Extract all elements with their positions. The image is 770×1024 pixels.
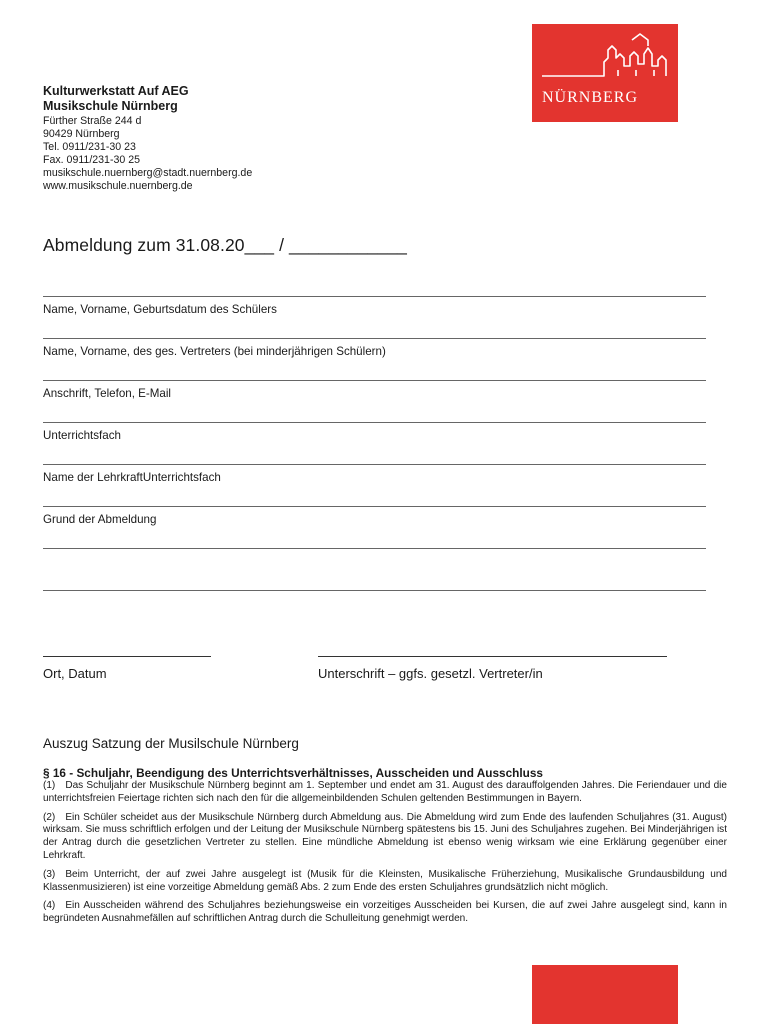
place-date-line[interactable] <box>43 656 211 657</box>
entry-line[interactable] <box>43 548 706 549</box>
entry-line[interactable] <box>43 464 706 465</box>
footer-brand-block <box>532 965 678 1024</box>
field-label: Anschrift, Telefon, E-Mail <box>43 387 172 400</box>
guardian-name-field[interactable] <box>43 338 706 358</box>
entry-line[interactable] <box>43 338 706 339</box>
street-address: Fürther Straße 244 d <box>43 115 142 127</box>
statute-paragraphs <box>43 780 727 932</box>
entry-line[interactable] <box>43 506 706 507</box>
form-title: Abmeldung zum 31.08.20___ / ____________ <box>43 235 408 255</box>
entry-line[interactable] <box>43 590 706 591</box>
reason-field[interactable] <box>43 506 706 526</box>
org-name-line2: Musikschule Nürnberg <box>43 99 178 113</box>
paragraph-1: (1) Das Schuljahr der Musikschule Nürnberg beginnt am 1. September und endet am 31. August des darauffolgenden Jahres. Die Feriendauer und die unterrichtsfreien Feiertage richten sich nach den für die allgemeinbildenden Schulen geltenden Bestimmungen in Bayern. <box>43 780 727 804</box>
section-title: § 16 - Schuljahr, Beendigung des Unterrichtsverhältnisses, Ausscheiden und Ausschluss <box>43 766 543 780</box>
field-label: Unterrichtsfach <box>43 429 121 442</box>
field-label: Name, Vorname, des ges. Vertreters (bei minderjährigen Schülern) <box>43 345 386 358</box>
signature-line[interactable] <box>318 656 667 657</box>
teacher-name-field[interactable] <box>43 464 706 484</box>
email-address: musikschule.nuernberg@stadt.nuernberg.de <box>43 167 253 179</box>
sender-block <box>43 84 423 193</box>
subject-field[interactable] <box>43 422 706 442</box>
excerpt-title: Auszug Satzung der Musilschule Nürnberg <box>43 736 299 751</box>
logo-text: NÜRNBERG <box>542 89 639 106</box>
paragraph-2: (2) Ein Schüler scheidet aus der Musikschule Nürnberg durch Abmeldung aus. Die Abmeldung wird zum Ende des laufenden Schuljahres (31. August) wirksam. Sie muss schriftlich erfolgen und der Leitung der Musikschule Nürnberg spätestens bis 15. Juni des Schuljahres zugehen. Bei Minderjährigen ist der Antrag durch die gesetzlichen Vertreter zu stellen. Eine mündliche Abmeldung ist ebenso wenig wirksam wie eine Erklärung gegenüber einer Lehrkraft. <box>43 811 727 861</box>
castle-skyline-icon <box>532 24 678 122</box>
fax-number: Fax. 0911/231-30 25 <box>43 154 140 166</box>
entry-line[interactable] <box>43 422 706 423</box>
postal-city: 90429 Nürnberg <box>43 128 120 140</box>
org-name-line1: Kulturwerkstatt Auf AEG <box>43 84 189 98</box>
reason-extra-line-1[interactable] <box>43 548 706 549</box>
reason-extra-line-2[interactable] <box>43 590 706 591</box>
website-url: www.musikschule.nuernberg.de <box>43 180 193 192</box>
entry-line[interactable] <box>43 380 706 381</box>
field-label: Grund der Abmeldung <box>43 513 157 526</box>
nuernberg-logo <box>532 24 678 122</box>
paragraph-3: (3) Beim Unterricht, der auf zwei Jahre ausgelegt ist (Musik für die Kleinsten, Musikalische Früherziehung, Musikalische Grundausbildung und Klassenmusizieren) ist eine vorzeitige Abmeldung gemäß Abs. 2 zum Ende des ersten Schuljahres grundsätzlich nicht möglich. <box>43 868 727 893</box>
paragraph-4: (4) Ein Ausscheiden während des Schuljahres beziehungsweise ein vorzeitiges Ausscheiden bei Kursen, die auf zwei Jahre ausgelegt sind, kann in begründeten Ausnahmefällen auf schriftlichen Antrag durch die Schulleitung genehmigt werden. <box>43 900 727 925</box>
address-field[interactable] <box>43 380 706 400</box>
entry-line[interactable] <box>43 296 706 297</box>
phone-number: Tel. 0911/231-30 23 <box>43 141 136 153</box>
field-label: Name, Vorname, Geburtsdatum des Schülers <box>43 303 277 316</box>
student-name-field[interactable] <box>43 296 706 316</box>
signature-label: Unterschrift – ggfs. gesetzl. Vertreter/in <box>318 666 543 681</box>
field-label: Name der LehrkraftUnterrichtsfach <box>43 471 221 484</box>
place-date-label: Ort, Datum <box>43 666 107 681</box>
